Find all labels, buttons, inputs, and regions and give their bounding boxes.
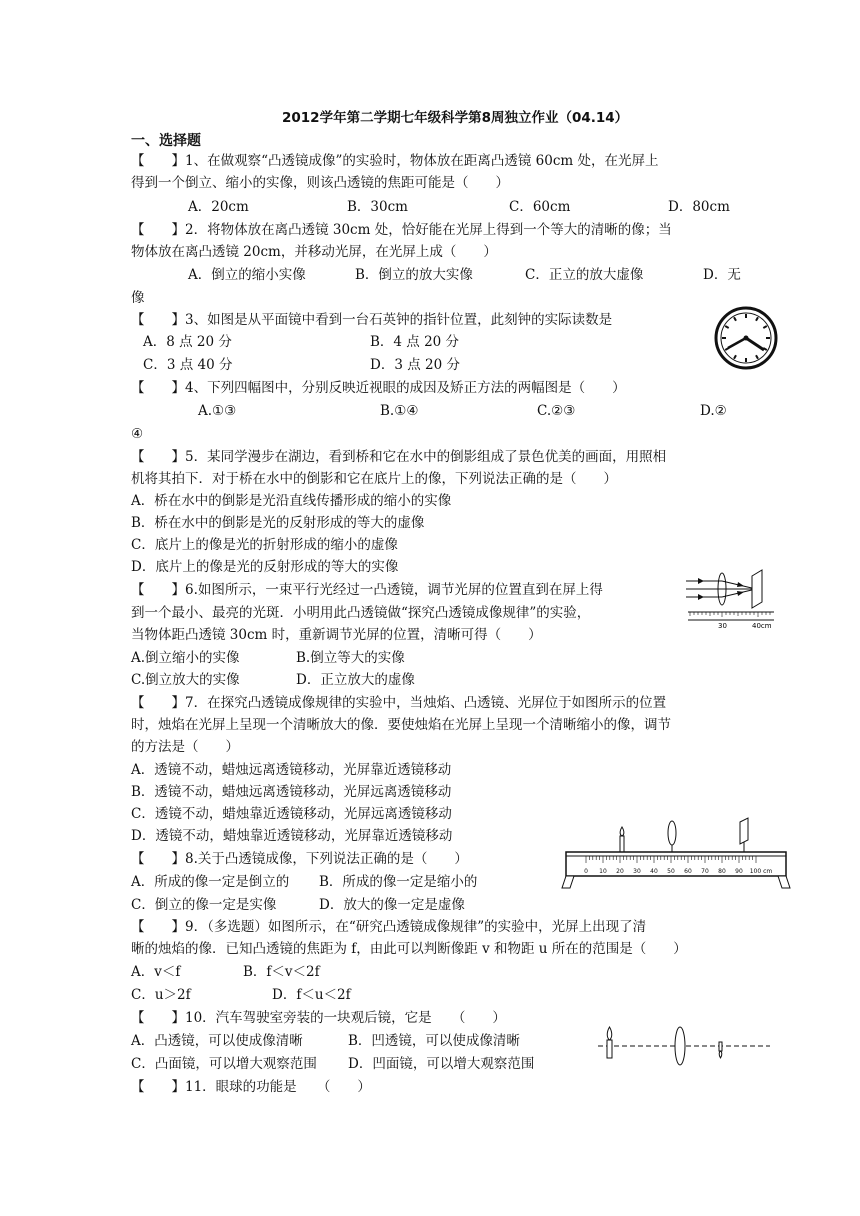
question-10-option-a: A．凸透镜，可以使成像清晰: [131, 1033, 303, 1049]
question-9-option-d: D．f＜u＜2f: [272, 987, 351, 1003]
question-8-option-c: C．倒立的像一定是实像: [131, 897, 277, 913]
optical-bench-figure: [558, 808, 794, 892]
question-7-option-a: A．透镜不动，蜡烛远离透镜移动，光屏靠近透镜移动: [131, 762, 452, 778]
question-6-line-1: 【 】6.如图所示，一束平行光经过一凸透镜，调节光屏的位置直到在屏上得: [131, 582, 603, 598]
question-5-option-a: A．桥在水中的倒影是光沿直线传播形成的缩小的实像: [131, 493, 452, 509]
candle: [620, 836, 624, 852]
bench-label-60: 60: [684, 868, 692, 875]
convex-lens: [668, 821, 676, 845]
candle-lens-image-figure: [596, 1020, 772, 1066]
question-6-line-2: 到一个最小、最亮的光斑．小明用此凸透镜做“探究凸透镜成像规律”的实验，: [131, 605, 591, 621]
question-1-line-2: 得到一个倒立、缩小的实像，则该凸透镜的焦距可能是（ ）: [131, 175, 509, 191]
question-2-option-d: D．无: [703, 267, 741, 283]
section-heading: 一、选择题: [131, 133, 201, 149]
question-2-option-b: B．倒立的放大实像: [355, 267, 473, 283]
question-9-option-a: A．v＜f: [131, 964, 181, 980]
image-candle: [719, 1042, 722, 1051]
question-8-line-1: 【 】8.关于凸透镜成像，下列说法正确的是（ ）: [131, 851, 468, 867]
question-10-option-c: C．凸面镜，可以增大观察范围: [131, 1056, 317, 1072]
bench-label-10: 10: [599, 868, 607, 875]
question-4-line-1: 【 】4、下列四幅图中，分别反映近视眼的成因及矫正方法的两幅图是（ ）: [131, 380, 626, 396]
question-4-option-d: D.②: [700, 403, 727, 419]
question-6-option-a: A.倒立缩小的实像: [131, 650, 240, 666]
bench-label-100cm: 100 cm: [749, 868, 773, 875]
question-8-option-b: B．所成的像一定是缩小的: [319, 874, 478, 890]
clock-figure: [714, 306, 778, 370]
page-title: 2012学年第二学期七年级科学第8周独立作业（04.14）: [282, 110, 629, 126]
bench-label-90: 90: [735, 868, 743, 875]
question-5-line-2: 机将其拍下．对于桥在水中的倒影和它在底片上的像，下列说法正确的是（ ）: [131, 471, 617, 487]
question-4-option-d-cont: ④: [131, 426, 144, 442]
lens-focus-figure: [682, 566, 782, 630]
question-9-line-2: 晰的烛焰的像．已知凸透镜的焦距为 f，由此可以判断像距 v 和物距 u 所在的范围是（ ）: [131, 941, 687, 957]
question-7-line-3: 的方法是（ ）: [131, 739, 239, 755]
question-5-option-c: C．底片上的像是光的折射形成的缩小的虚像: [131, 537, 398, 553]
ruler-label-40cm: 40cm: [752, 622, 772, 630]
question-7-option-b: B．透镜不动，蜡烛远离透镜移动，光屏远离透镜移动: [131, 784, 452, 800]
question-2-line-2: 物体放在离凸透镜 20cm，并移动光屏，在光屏上成（ ）: [131, 244, 497, 260]
candle: [607, 1040, 612, 1058]
question-9-option-c: C．u＞2f: [131, 987, 191, 1003]
bench-label-40: 40: [650, 868, 658, 875]
question-6-option-c: C.倒立放大的实像: [131, 672, 240, 688]
question-5-option-b: B．桥在水中的倒影是光的反射形成的等大的虚像: [131, 515, 425, 531]
bench-label-80: 80: [718, 868, 726, 875]
question-4-option-c: C.②③: [537, 403, 576, 419]
question-6-line-3: 当物体距凸透镜 30cm 时，重新调节光屏的位置，清晰可得（ ）: [131, 627, 542, 643]
question-7-line-2: 时，烛焰在光屏上呈现一个清晰放大的像．要使烛焰在光屏上呈现一个清晰缩小的像，调节: [131, 717, 671, 733]
question-1-option-d: D．80cm: [668, 199, 730, 215]
question-2-line-1: 【 】2．将物体放在离凸透镜 30cm 处，恰好能在光屏上得到一个等大的清晰的像；当: [131, 222, 672, 238]
light-screen: [740, 818, 748, 844]
question-6-option-d: D．正立放大的虚像: [296, 672, 415, 688]
convex-lens: [675, 1027, 685, 1065]
question-10-line-1: 【 】10．汽车驾驶室旁装的一块观后镜，它是 （ ）: [131, 1010, 506, 1026]
question-3-option-a: A．8 点 20 分: [143, 334, 232, 350]
question-7-option-d: D．透镜不动，蜡烛靠近透镜移动，光屏靠近透镜移动: [131, 828, 453, 844]
question-7-option-c: C．透镜不动，蜡烛靠近透镜移动，光屏远离透镜移动: [131, 806, 452, 822]
question-3-option-d: D．3 点 20 分: [370, 357, 460, 373]
question-1-option-c: C．60cm: [509, 199, 571, 215]
question-5-line-1: 【 】5．某同学漫步在湖边，看到桥和它在水中的倒影组成了景色优美的画面，用照相: [131, 449, 667, 465]
question-8-option-a: A．所成的像一定是倒立的: [131, 874, 290, 890]
question-1-line-1: 【 】1、在做观察“凸透镜成像”的实验时，物体放在距离凸透镜 60cm 处，在光屏上: [131, 153, 659, 169]
question-9-line-1: 【 】9．（多选题）如图所示，在“研究凸透镜成像规律”的实验中，光屏上出现了清: [131, 919, 647, 935]
question-10-option-b: B．凹透镜，可以使成像清晰: [348, 1033, 520, 1049]
bench-label-70: 70: [701, 868, 709, 875]
ruler-label-30: 30: [718, 622, 727, 630]
question-7-line-1: 【 】7．在探究凸透镜成像规律的实验中，当烛焰、凸透镜、光屏位于如图所示的位置: [131, 695, 667, 711]
question-3-option-b: B．4 点 20 分: [370, 334, 460, 350]
question-8-option-d: D．放大的像一定是虚像: [319, 897, 465, 913]
question-2-option-a: A．倒立的缩小实像: [188, 267, 306, 283]
bench-label-0: 0: [584, 868, 588, 875]
question-1-option-a: A．20cm: [188, 199, 249, 215]
question-1-option-b: B．30cm: [347, 199, 408, 215]
question-4-option-b: B.①④: [380, 403, 419, 419]
question-5-option-d: D．底片上的像是光的反射形成的等大的实像: [131, 559, 399, 575]
bench-label-30: 30: [633, 868, 641, 875]
question-4-option-a: A.①③: [198, 403, 237, 419]
question-3-line-1: 【 】3、如图是从平面镜中看到一台石英钟的指针位置，此刻钟的实际读数是: [131, 312, 613, 328]
question-9-option-b: B．f＜v＜2f: [243, 964, 320, 980]
question-2-option-d-cont: 像: [131, 290, 145, 306]
question-6-option-b: B.倒立等大的实像: [296, 650, 405, 666]
bench-label-20: 20: [616, 868, 624, 875]
bench-label-50: 50: [667, 868, 675, 875]
question-2-option-c: C．正立的放大虚像: [525, 267, 644, 283]
question-11-line-1: 【 】11．眼球的功能是 （ ）: [131, 1079, 371, 1095]
question-10-option-d: D．凹面镜，可以增大观察范围: [348, 1056, 535, 1072]
question-3-option-c: C．3 点 40 分: [143, 357, 233, 373]
